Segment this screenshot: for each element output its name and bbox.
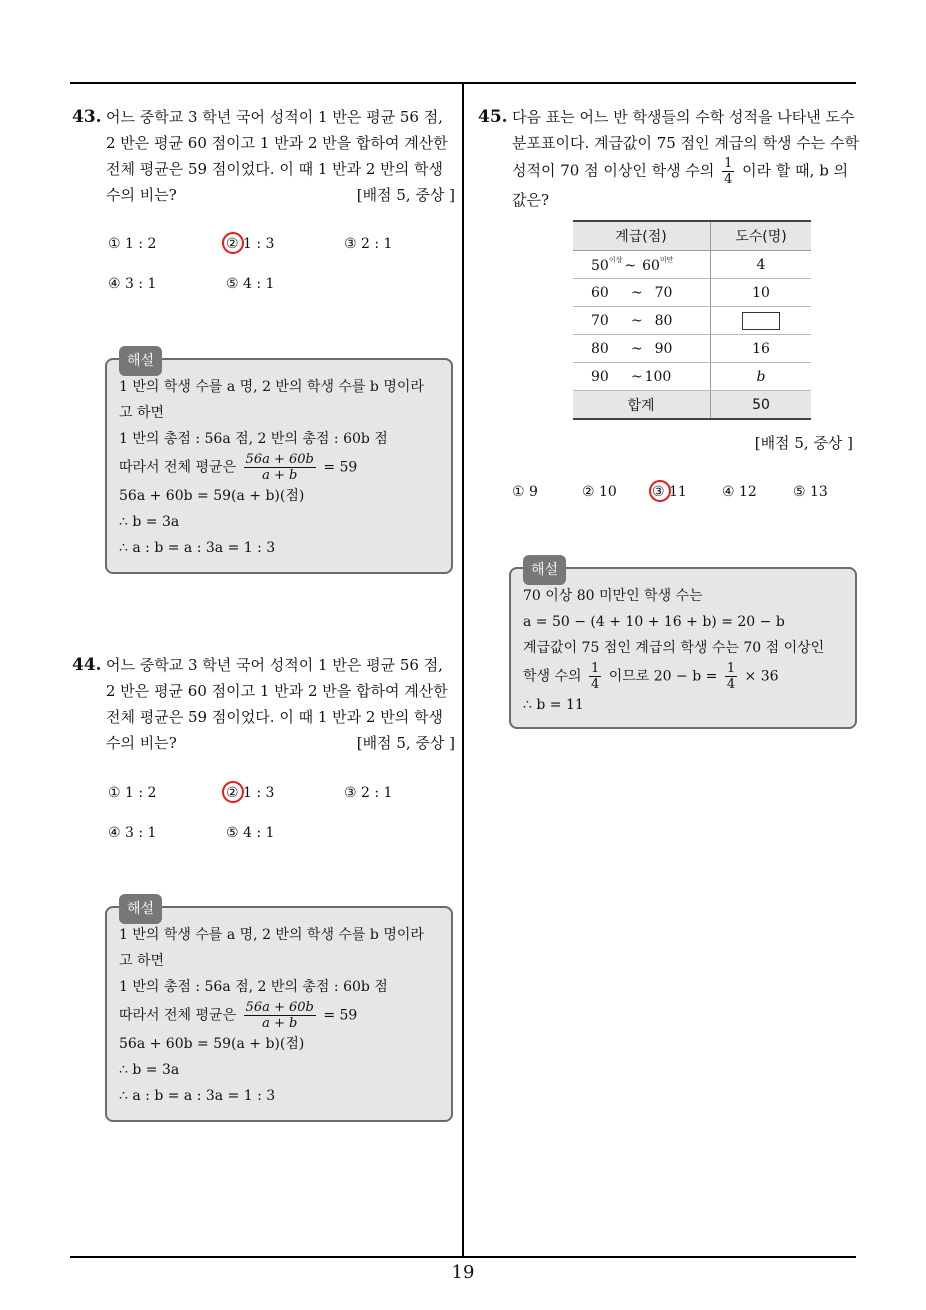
- solution-tag: 해설: [119, 894, 162, 924]
- denominator: 4: [726, 677, 736, 692]
- denominator: a + b: [262, 1016, 298, 1031]
- numerator: 56a + 60b: [245, 452, 314, 467]
- choice-2[interactable]: ② 1 : 3: [226, 785, 275, 801]
- question-44: [72, 652, 455, 756]
- question-43: [72, 104, 455, 208]
- choice-1[interactable]: ① 1 : 2: [108, 785, 157, 801]
- solution-box-43: [105, 353, 453, 574]
- denominator: 4: [591, 677, 600, 692]
- solution-tag: 해설: [119, 346, 162, 376]
- frequency-value: 16: [711, 335, 812, 363]
- total-label: 합계: [573, 391, 711, 420]
- question-text: 다음 표는 어느 반 학생들의 수학 성적을 나타낸 도수분포표이다. 계급값이 75 점인 계급의 학생 수는 수학 성적이 70 점 이상인 학생 수의: [512, 108, 860, 180]
- question-number: 43.: [72, 107, 102, 127]
- table-row: [573, 251, 811, 279]
- question-43-choices: [108, 236, 458, 316]
- solution-line: [119, 452, 439, 483]
- solution-tag: 해설: [523, 555, 566, 585]
- table-row: [573, 335, 811, 363]
- choice-4[interactable]: ④ 12: [722, 484, 757, 500]
- solution-line: ∴ b = 3a: [119, 1062, 180, 1078]
- choice-4[interactable]: ④ 3 : 1: [108, 276, 157, 292]
- solution-line: a = 50 − (4 + 10 + 16 + b) = 20 − b: [523, 614, 785, 630]
- solution-text: × 36: [744, 668, 779, 685]
- fraction: [244, 1000, 316, 1031]
- frequency-blank: [711, 307, 812, 335]
- question-43-stem: [72, 104, 455, 208]
- solution-text: 따라서 전체 평균은: [119, 459, 237, 476]
- question-number: 44.: [72, 655, 102, 675]
- choice-1[interactable]: ① 9: [512, 484, 538, 500]
- fraction-one-quarter: [722, 156, 734, 187]
- solution-line: 고 하면: [119, 953, 165, 969]
- solution-text: 이므로 20 − b =: [608, 668, 718, 685]
- solution-line: 1 반의 학생 수를 a 명, 2 반의 학생 수를 b 명이라: [119, 379, 424, 395]
- choice-5[interactable]: ⑤ 4 : 1: [226, 825, 275, 841]
- column-header-frequency: 도수(명): [711, 221, 812, 251]
- answer-circle-mark: [222, 781, 244, 803]
- solution-line: [523, 661, 843, 692]
- question-text: 어느 중학교 3 학년 국어 성적이 1 반은 평균 56 점, 2 반은 평균 60 점이고 1 반과 2 반을 합하여 계산한 전체 평균은 59 점이었다. 이 때 1 반과 2 반의 학생 수의 비는?: [106, 108, 448, 204]
- table-row: [573, 279, 811, 307]
- choice-3[interactable]: ③ 2 : 1: [344, 236, 393, 252]
- numerator: 1: [726, 661, 736, 676]
- choice-5[interactable]: ⑤ 4 : 1: [226, 276, 275, 292]
- page-number: 19: [451, 1262, 475, 1283]
- table-total-row: [573, 391, 811, 420]
- class-interval: 60 ~ 70: [573, 279, 711, 307]
- fraction: [589, 661, 601, 692]
- score-label: [배점 5, 중상 ]: [356, 186, 455, 204]
- denominator: 4: [724, 172, 733, 187]
- solution-line: 고 하면: [119, 405, 165, 421]
- question-text: 어느 중학교 3 학년 국어 성적이 1 반은 평균 56 점, 2 반은 평균 60 점이고 1 반과 2 반을 합하여 계산한 전체 평균은 59 점이었다. 이 때 1 반과 2 반의 학생 수의 비는?: [106, 656, 448, 752]
- solution-line: ∴ a : b = a : 3a = 1 : 3: [119, 1088, 276, 1104]
- table-header-row: [573, 221, 811, 251]
- class-interval: 80 ~ 90: [573, 335, 711, 363]
- choice-2[interactable]: ② 10: [582, 484, 617, 500]
- choice-3[interactable]: ③ 11: [652, 484, 687, 500]
- center-divider: [462, 82, 464, 1257]
- bottom-rule: [70, 1256, 856, 1258]
- total-value: 50: [711, 391, 812, 420]
- solution-line: ∴ b = 11: [523, 697, 584, 713]
- solution-text: 학생 수의: [523, 668, 582, 685]
- solution-line: 1 반의 총점 : 56a 점, 2 반의 총점 : 60b 점: [119, 431, 388, 447]
- question-text: 이라 할 때, b 의 값은?: [512, 161, 849, 209]
- class-interval: 90 ~ 100: [573, 363, 711, 391]
- question-45-score: [배점 5, 중상 ]: [754, 434, 853, 452]
- solution-text: = 59: [323, 459, 358, 476]
- choice-5[interactable]: ⑤ 13: [793, 484, 828, 500]
- solution-line: 56a + 60b = 59(a + b)(점): [119, 488, 305, 504]
- solution-text: 따라서 전체 평균은: [119, 1007, 237, 1024]
- numerator: 1: [724, 156, 733, 171]
- blank-box: [742, 312, 780, 330]
- question-45-choices: [512, 484, 857, 514]
- solution-line: 56a + 60b = 59(a + b)(점): [119, 1036, 305, 1052]
- class-interval: $50^{이상}$ ~ $60^{미만}$: [573, 251, 711, 279]
- choice-2[interactable]: ② 1 : 3: [226, 236, 275, 252]
- numerator: 1: [591, 661, 600, 676]
- frequency-table: [573, 220, 811, 420]
- question-45-stem: [478, 104, 860, 213]
- choice-4[interactable]: ④ 3 : 1: [108, 825, 157, 841]
- question-44-choices: [108, 785, 458, 865]
- solution-text: = 59: [323, 1007, 358, 1024]
- fraction: [244, 452, 316, 483]
- fraction: [725, 661, 737, 692]
- solution-line: 1 반의 학생 수를 a 명, 2 반의 학생 수를 b 명이라: [119, 927, 424, 943]
- table-row: [573, 307, 811, 335]
- frequency-value: 4: [711, 251, 812, 279]
- choice-1[interactable]: ① 1 : 2: [108, 236, 157, 252]
- answer-circle-mark: [649, 480, 671, 502]
- solution-line: [119, 1000, 439, 1031]
- numerator: 56a + 60b: [245, 1000, 314, 1015]
- question-44-stem: [72, 652, 455, 756]
- solution-box-44: [105, 901, 453, 1122]
- score-label: [배점 5, 중상 ]: [356, 734, 455, 752]
- solution-line: 1 반의 총점 : 56a 점, 2 반의 총점 : 60b 점: [119, 979, 388, 995]
- answer-circle-mark: [222, 232, 244, 254]
- frequency-value: b: [711, 363, 812, 391]
- column-header-class: 계급(점): [573, 221, 711, 251]
- class-interval: 70 ~ 80: [573, 307, 711, 335]
- solution-line: ∴ b = 3a: [119, 514, 180, 530]
- solution-line: 70 이상 80 미만인 학생 수는: [523, 588, 703, 604]
- denominator: a + b: [262, 468, 298, 483]
- solution-line: ∴ a : b = a : 3a = 1 : 3: [119, 540, 276, 556]
- question-number: 45.: [478, 107, 508, 127]
- solution-line: 계급값이 75 점인 계급의 학생 수는 70 점 이상인: [523, 640, 825, 656]
- choice-3[interactable]: ③ 2 : 1: [344, 785, 393, 801]
- table-row: [573, 363, 811, 391]
- solution-box-45: [509, 562, 857, 729]
- frequency-value: 10: [711, 279, 812, 307]
- question-45: [478, 104, 860, 213]
